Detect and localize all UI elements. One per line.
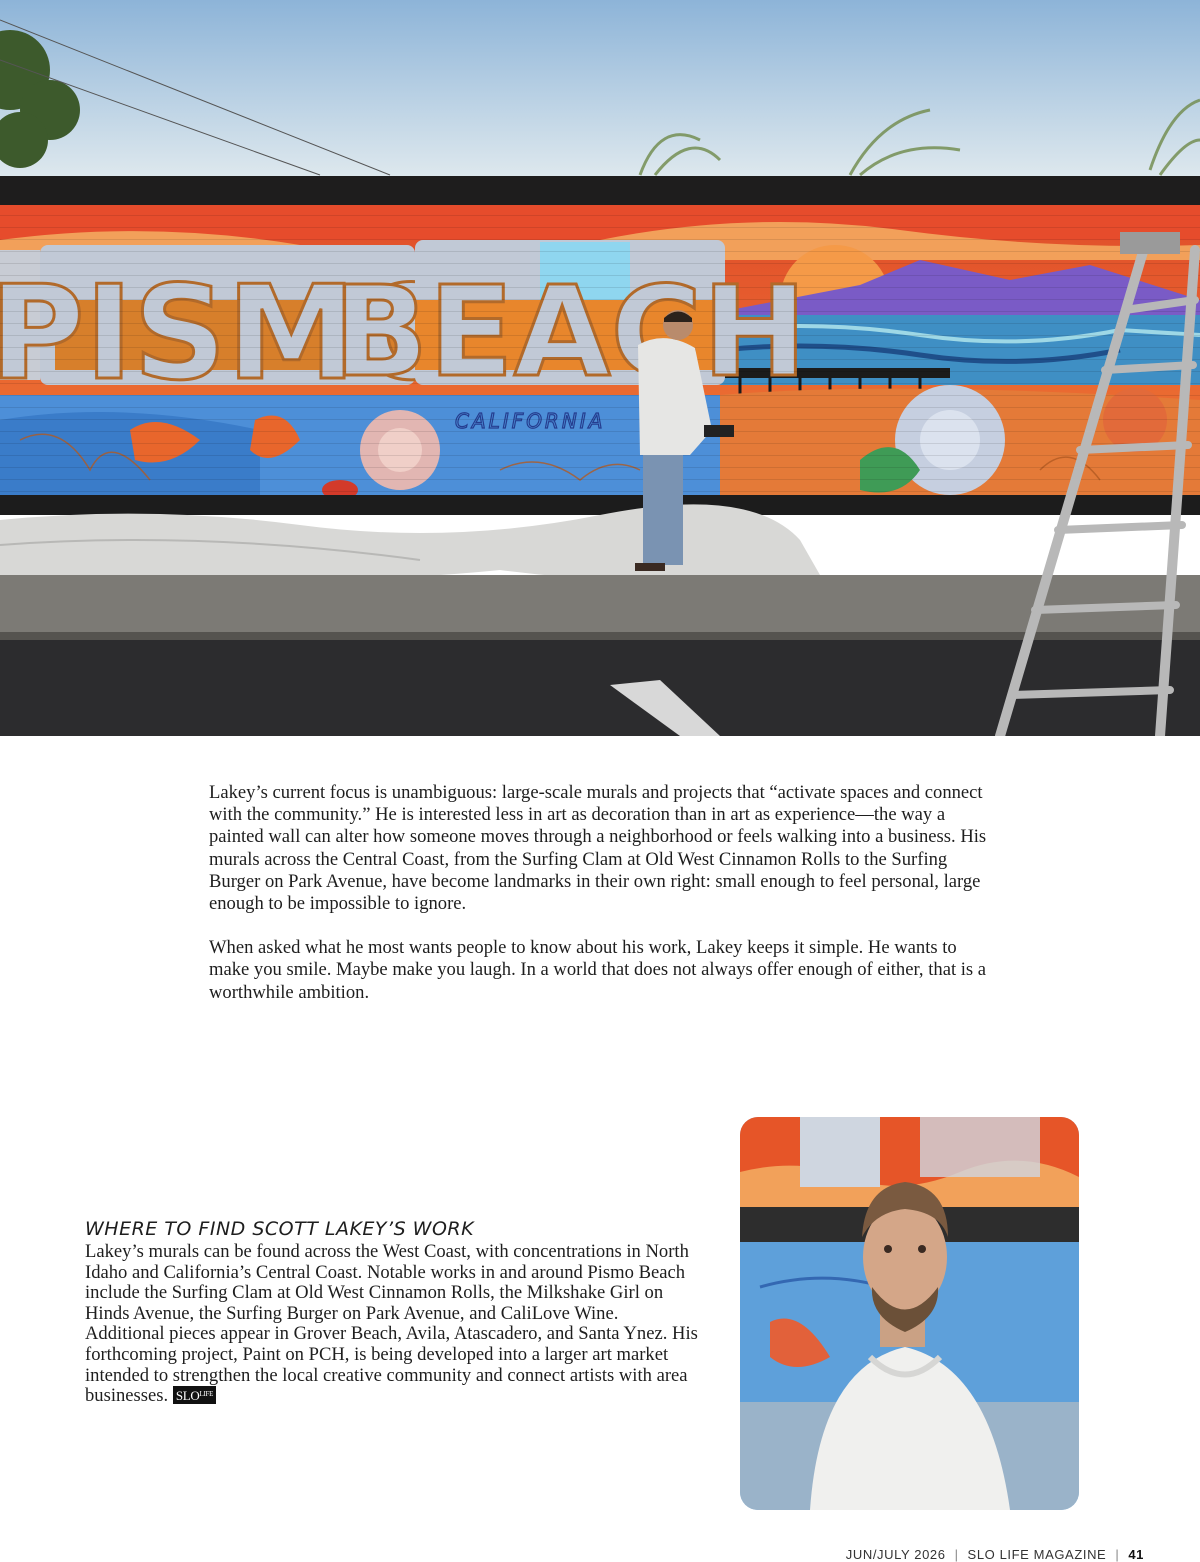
- sidebar-where-to-find: [85, 1216, 700, 1407]
- article-body: [209, 782, 999, 1026]
- sidebar-body-text: Lakey’s murals can be found across the West Coast, with concentrations in North Idaho and California’s Central Coast. Notable works in and around Pismo Beach include the Surfing Clam at Old West Cinnamon Rolls, the Milkshake Girl on Hinds Avenue, the Surfing Burger on Park Avenue, and CaliLove Wine. Additional pieces appear in Grover Beach, Avila, Atascadero, and Santa Ynez. His forthcoming project, Paint on PCH, is being developed into a larger art market intended to strengthen the local creative community and connect artists with area businesses.: [85, 1241, 698, 1407]
- slo-life-end-mark: $SLO^{LIFE}$: [173, 1386, 216, 1404]
- hero-photo: [0, 0, 1200, 736]
- article-paragraph: Lakey’s current focus is unambiguous: large-scale murals and projects that “activate spaces and connect with the community.” He is interested less in art as decoration than in art as experience—the way a painted wall can alter how someone moves through a neighborhood or feels walking into a business. His murals across the Central Coast, from the Surfing Clam at Old West Cinnamon Rolls to the Surfing Burger on Park Avenue, have become landmarks in their own right: small enough to feel personal, large enough to be impossible to ignore.: [209, 782, 987, 915]
- page-number: 41: [1128, 1547, 1144, 1562]
- footer-magazine: SLO LIFE MAGAZINE: [967, 1547, 1107, 1562]
- portrait-photo: [740, 1117, 1079, 1510]
- footer-issue: JUN/JULY 2026: [845, 1547, 946, 1562]
- article-paragraph: When asked what he most wants people to know about his work, Lakey keeps it simple. He wants to make you smile. Maybe make you laugh. In a world that does not always offer enough of either, that is a worthwhile ambition.: [209, 937, 987, 1003]
- sidebar-heading: WHERE TO FIND SCOTT LAKEY’S WORK: [85, 1218, 475, 1240]
- sidebar-body: [85, 1242, 700, 1407]
- page-footer: JUN/JULY 2026 | SLO LIFE MAGAZINE | 41: [845, 1547, 1144, 1562]
